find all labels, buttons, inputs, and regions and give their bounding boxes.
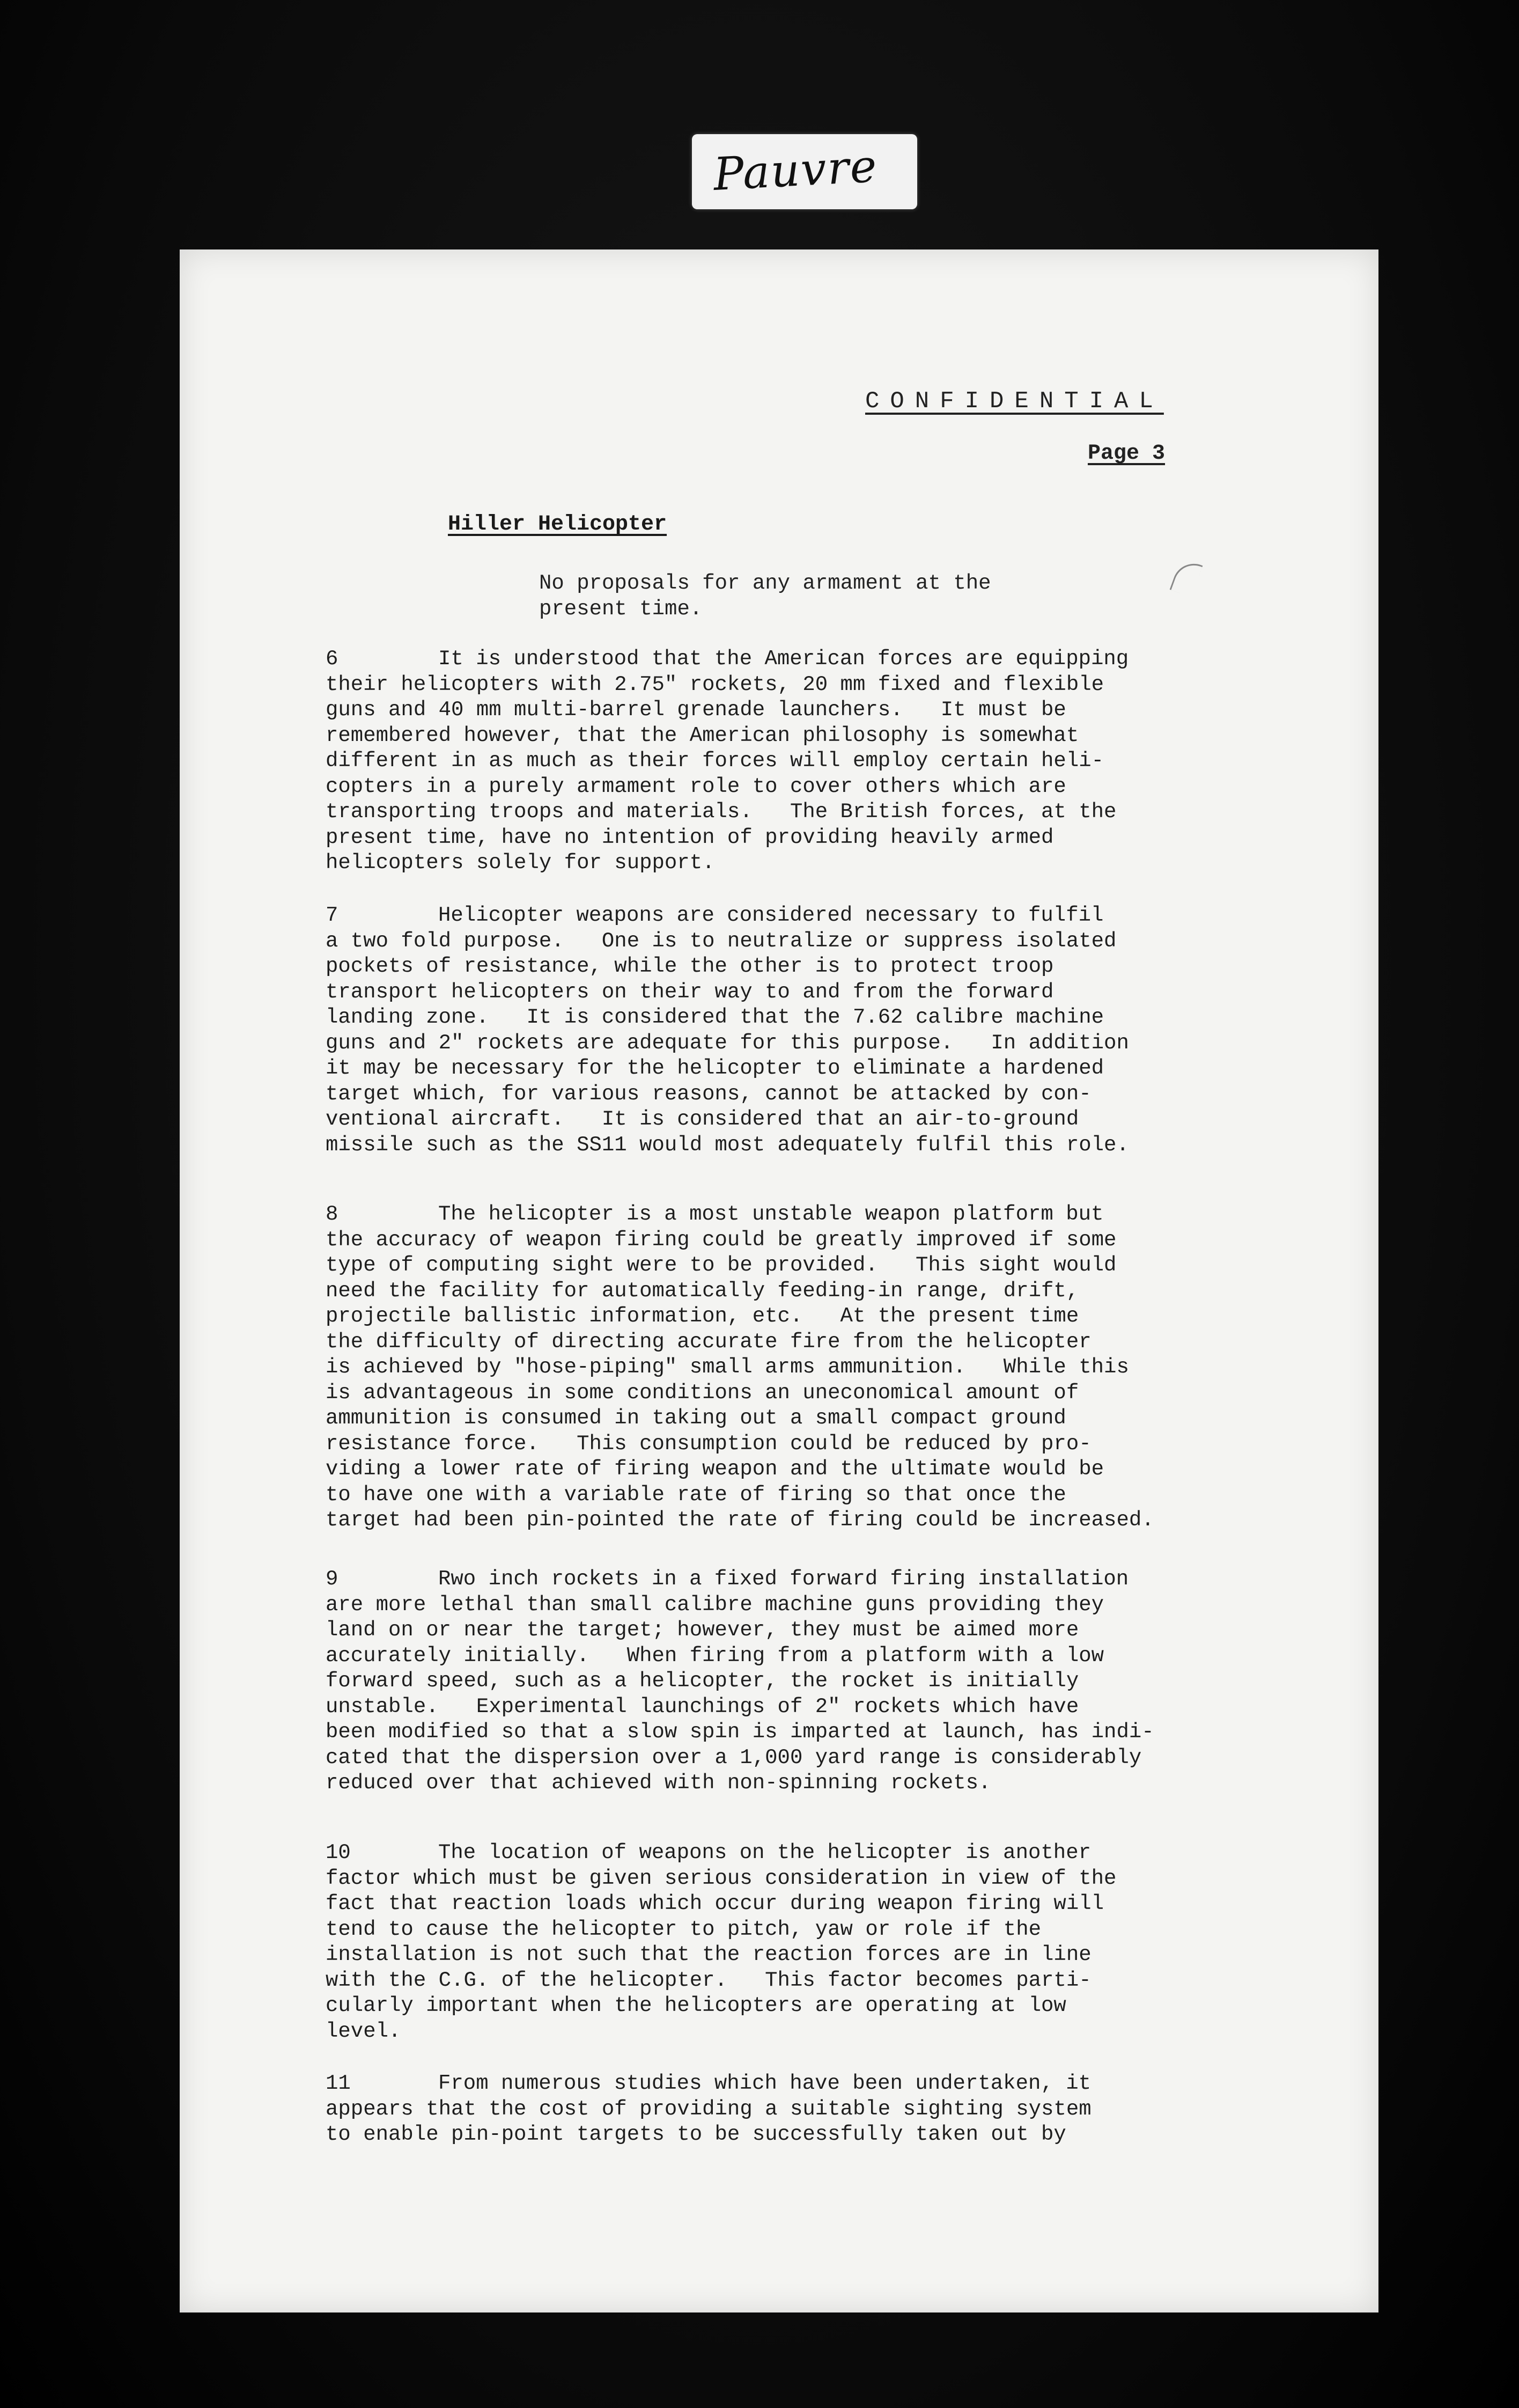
- paragraph-text: accurately initially. When firing from a platform with a low: [326, 1643, 1104, 1668]
- paragraph-line: [326, 1720, 1154, 1745]
- paragraph-line: [326, 1482, 1154, 1508]
- paragraph-line: [326, 1669, 1154, 1694]
- note-line: No proposals for any armament at the: [539, 571, 991, 595]
- paragraph-text: Rwo inch rockets in a fixed forward firing installation: [438, 1567, 1129, 1591]
- paragraph-line: [326, 1866, 1116, 1892]
- paragraph-line: [326, 1618, 1154, 1643]
- paragraph-text: to enable pin-point targets to be successfully taken out by: [326, 2123, 1066, 2146]
- paragraph-number: 9: [326, 1567, 338, 1591]
- paragraph-text: transporting troops and materials. The British forces, at the: [326, 800, 1117, 824]
- margin-mark: [1170, 558, 1203, 598]
- paragraph-line: [326, 1771, 1154, 1796]
- paragraph-line: [326, 1253, 1154, 1279]
- paragraph-text: landing zone. It is considered that the 7.62 calibre machine: [326, 1005, 1104, 1029]
- document-page: [180, 249, 1378, 2312]
- paragraph-line: [326, 903, 1129, 929]
- paragraph-line: [326, 1304, 1154, 1330]
- paragraph-text: missile such as the SS11 would most adequately fulfil this role.: [326, 1133, 1129, 1157]
- paragraph-line: [326, 1457, 1154, 1482]
- paragraph-line: [326, 1355, 1154, 1381]
- paragraph-number: 8: [326, 1202, 338, 1226]
- paragraph-line: [326, 799, 1129, 825]
- paragraph-text: helicopters solely for support.: [326, 851, 715, 875]
- paragraph-11: [326, 2071, 1092, 2148]
- paragraph-text: projectile ballistic information, etc. At the present time: [326, 1304, 1079, 1328]
- paragraph-6: [326, 647, 1129, 876]
- paragraph-text: it may be necessary for the helicopter to eliminate a hardened: [326, 1056, 1104, 1080]
- section-title: Hiller Helicopter: [448, 512, 667, 537]
- paragraph-line: [326, 1330, 1154, 1355]
- paragraph-line: [326, 1202, 1154, 1228]
- paragraph-line: [326, 954, 1129, 980]
- paragraph-text: the accuracy of weapon firing could be greatly improved if some: [326, 1228, 1117, 1252]
- paragraph-line: [326, 825, 1129, 851]
- paragraph-line: [326, 723, 1129, 749]
- paragraph-text: tend to cause the helicopter to pitch, yaw or role if the: [326, 1917, 1042, 1941]
- paragraph-line: [326, 929, 1129, 955]
- paragraph-text: installation is not such that the reaction forces are in line: [326, 1943, 1092, 1966]
- paragraph-text: fact that reaction loads which occur during weapon firing will: [326, 1892, 1104, 1915]
- paragraph-text: to have one with a variable rate of firing so that once the: [326, 1482, 1066, 1507]
- paragraph-text: ammunition is consumed in taking out a small compact ground: [326, 1406, 1066, 1430]
- note-line: present time.: [539, 597, 703, 621]
- paragraph-line: [326, 1993, 1116, 2019]
- paragraph-line: [326, 1005, 1129, 1031]
- paragraph-line: [326, 774, 1129, 800]
- paragraph-line: [326, 1694, 1154, 1720]
- paragraph-line: [326, 980, 1129, 1005]
- paragraph-9: [326, 1567, 1154, 1796]
- paragraph-line: [326, 1406, 1154, 1431]
- paragraph-line: [326, 748, 1129, 774]
- tag-text: Pauvre: [712, 140, 879, 201]
- paragraph-text: reduced over that achieved with non-spinning rockets.: [326, 1771, 991, 1795]
- paragraph-number: 10: [326, 1841, 351, 1864]
- paragraph-line: [326, 2097, 1092, 2123]
- paragraph-line: [326, 698, 1129, 723]
- paragraph-text: land on or near the target; however, they must be aimed more: [326, 1618, 1079, 1642]
- paragraph-line: [326, 1107, 1129, 1133]
- paragraph-line: [326, 1381, 1154, 1406]
- paragraph-text: Helicopter weapons are considered necessary to fulfil: [438, 904, 1104, 927]
- paragraph-text: It is understood that the American forces are equipping: [438, 647, 1129, 671]
- paragraph-text: target had been pin-pointed the rate of firing could be increased.: [326, 1508, 1154, 1532]
- paragraph-8: [326, 1202, 1154, 1533]
- paragraph-10: [326, 1840, 1116, 2044]
- paragraph-line: [326, 2122, 1092, 2148]
- paragraph-line: [326, 1840, 1116, 1866]
- paragraph-number: 11: [326, 2072, 351, 2095]
- paragraph-text: guns and 2" rockets are adequate for this purpose. In addition: [326, 1031, 1129, 1055]
- paragraph-line: [326, 1082, 1129, 1107]
- paragraph-text: pockets of resistance, while the other is to protect troop: [326, 955, 1054, 978]
- paragraph-line: [326, 1917, 1116, 1943]
- paragraph-text: is advantageous in some conditions an uneconomical amount of: [326, 1381, 1079, 1405]
- paragraph-text: From numerous studies which have been undertaken, it: [438, 2072, 1091, 2095]
- paragraph-text: need the facility for automatically feeding-in range, drift,: [326, 1279, 1079, 1303]
- paragraph-number: 7: [326, 904, 338, 927]
- paragraph-text: resistance force. This consumption could be reduced by pro-: [326, 1431, 1092, 1456]
- paragraph-text: copters in a purely armament role to cover others which are: [326, 774, 1066, 798]
- paragraph-line: [326, 647, 1129, 672]
- handwritten-tag: [692, 134, 917, 209]
- paragraph-text: cated that the dispersion over a 1,000 yard range is considerably: [326, 1745, 1142, 1770]
- paragraph-line: [326, 1942, 1116, 1968]
- paragraph-text: is achieved by "hose-piping" small arms ammunition. While this: [326, 1355, 1129, 1379]
- paragraph-line: [326, 1431, 1154, 1457]
- paragraph-text: the difficulty of directing accurate fire from the helicopter: [326, 1330, 1092, 1354]
- paragraph-line: [326, 1133, 1129, 1158]
- paragraph-line: [326, 1643, 1154, 1669]
- page-number: Page 3: [1088, 442, 1166, 466]
- paragraph-line: [326, 1567, 1154, 1592]
- paragraph-text: The helicopter is a most unstable weapon platform but: [438, 1202, 1104, 1226]
- paragraph-text: cularly important when the helicopters are operating at low: [326, 1994, 1066, 2017]
- paragraph-line: [326, 1508, 1154, 1533]
- section-note: [539, 570, 991, 622]
- paragraph-line: [326, 1056, 1129, 1082]
- paragraph-text: transport helicopters on their way to and from the forward: [326, 980, 1054, 1004]
- paragraph-7: [326, 903, 1129, 1158]
- paragraph-line: [326, 1031, 1129, 1056]
- paragraph-line: [326, 850, 1129, 876]
- paragraph-text: The location of weapons on the helicopter is another: [438, 1841, 1091, 1864]
- paragraph-text: target which, for various reasons, cannot be attacked by con-: [326, 1082, 1092, 1106]
- paragraph-text: with the C.G. of the helicopter. This factor becomes parti-: [326, 1968, 1092, 1992]
- paragraph-text: their helicopters with 2.75" rockets, 20 mm fixed and flexible: [326, 672, 1104, 696]
- paragraph-text: remembered however, that the American philosophy is somewhat: [326, 723, 1079, 747]
- paragraph-text: forward speed, such as a helicopter, the rocket is initially: [326, 1669, 1079, 1693]
- paragraph-text: a two fold purpose. One is to neutralize or suppress isolated: [326, 929, 1117, 953]
- paragraph-text: factor which must be given serious consideration in view of the: [326, 1866, 1117, 1890]
- paragraph-text: different in as much as their forces will employ certain heli-: [326, 749, 1104, 773]
- paragraph-line: [326, 1745, 1154, 1771]
- paragraph-text: level.: [326, 2019, 401, 2043]
- paragraph-text: type of computing sight were to be provided. This sight would: [326, 1253, 1117, 1277]
- paragraph-text: are more lethal than small calibre machine guns providing they: [326, 1592, 1104, 1617]
- paragraph-line: [326, 1891, 1116, 1917]
- paragraph-line: [326, 1968, 1116, 1994]
- paragraph-text: ventional aircraft. It is considered that an air-to-ground: [326, 1107, 1079, 1131]
- paragraph-text: unstable. Experimental launchings of 2" rockets which have: [326, 1694, 1079, 1719]
- paragraph-line: [326, 2019, 1116, 2045]
- classification-header: CONFIDENTIAL: [865, 388, 1164, 415]
- paragraph-text: been modified so that a slow spin is imparted at launch, has indi-: [326, 1720, 1154, 1744]
- paragraph-line: [326, 2071, 1092, 2097]
- paragraph-line: [326, 1228, 1154, 1253]
- paragraph-line: [326, 1592, 1154, 1618]
- paragraph-text: appears that the cost of providing a suitable sighting system: [326, 2097, 1092, 2121]
- paragraph-text: viding a lower rate of firing weapon and the ultimate would be: [326, 1457, 1104, 1481]
- paragraph-text: guns and 40 mm multi-barrel grenade launchers. It must be: [326, 698, 1066, 722]
- paragraph-text: present time, have no intention of providing heavily armed: [326, 825, 1054, 849]
- paragraph-line: [326, 1279, 1154, 1304]
- paragraph-number: 6: [326, 647, 338, 671]
- paragraph-line: [326, 672, 1129, 698]
